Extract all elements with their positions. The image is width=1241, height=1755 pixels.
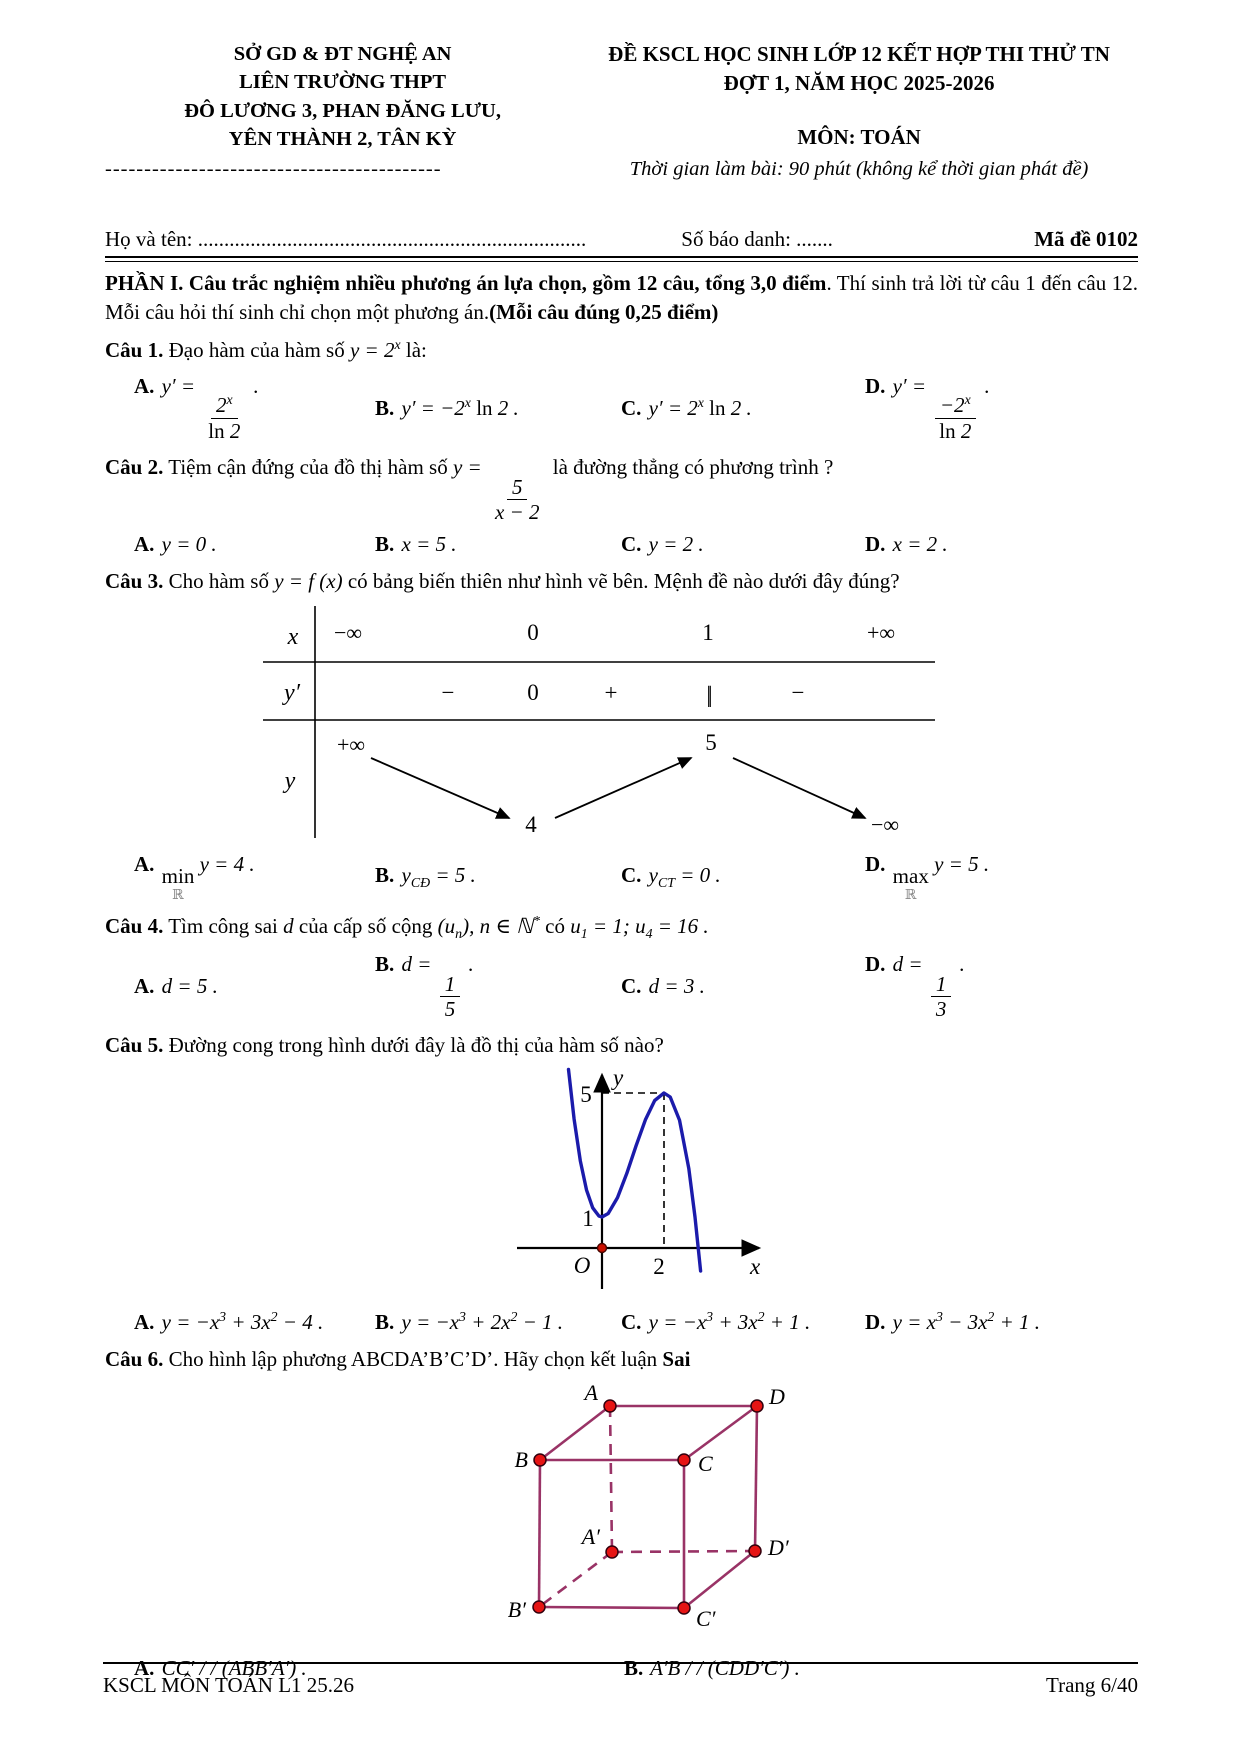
question-4-options xyxy=(105,952,1138,1021)
tick-1: 1 xyxy=(581,1205,594,1231)
vertex-label-C1: C′ xyxy=(695,1606,715,1632)
exam-time-note: Thời gian làm bài: 90 phút (không kể thời gian phát đề) xyxy=(629,157,1089,180)
student-id-field: Số báo danh: ....... xyxy=(681,227,833,252)
option-a: A. $y = -x^3 + 3x^2 - 4$ . xyxy=(134,1308,324,1334)
part1-intro: PHẦN I. Câu trắc nghiệm nhiều phương án lựa chọn, gồm 12 câu, tổng 3,0 điểm. Thí sinh trả lời từ câu 1 đến câu 12. Mỗi câu hỏi thí sinh chỉ chọn một phương án.(Mỗi câu đúng 0,25 điểm) xyxy=(105,271,1138,324)
header-dash-divider: ------------------------------------------- xyxy=(105,158,442,181)
school-line-1: SỞ GD & ĐT NGHỆ AN xyxy=(233,43,452,65)
question-2-options xyxy=(105,532,1138,557)
option-a: A. y = 0 . xyxy=(134,531,217,556)
option-a: A. CC′ / / (ABB′A′) . xyxy=(134,1656,307,1681)
option-a: A. d = 5 . xyxy=(134,974,218,999)
footer-page-number: Trang 6/40 xyxy=(1046,1673,1138,1697)
vertex-label-A: A xyxy=(584,1380,598,1406)
vertex-label-A1: A′ xyxy=(581,1524,600,1550)
option-d: D. x = 2 . xyxy=(865,531,948,556)
yprime-sign: − xyxy=(441,680,455,706)
option-a: A. y′ = $\frac{2^x}{\ln 2}$ . xyxy=(134,373,259,443)
table-row-label-y: y xyxy=(284,768,296,795)
question-3-text: Câu 3. Cho hàm số y = f (x) có bảng biến thiên như hình vẽ bên. Mệnh đề nào dưới đây đúng? xyxy=(105,568,900,593)
school-block xyxy=(105,40,580,183)
school-line-4: YÊN THÀNH 2, TÂN KỲ xyxy=(228,127,457,150)
footer-left: KSCL MÔN TOÁN L1 25.26 xyxy=(103,1673,355,1697)
origin-dot xyxy=(597,1243,606,1252)
option-b: B. x = 5 . xyxy=(375,531,457,556)
tick-5: 5 xyxy=(579,1081,592,1107)
y-limit-left: +∞ xyxy=(336,732,366,758)
option-b: B. d = $\frac{1}{5}$ . xyxy=(375,952,474,1022)
student-info-row xyxy=(105,227,1138,252)
option-b: B. $y = -x^3 + 2x^2 - 1$ . xyxy=(375,1308,564,1334)
yprime-undefined-bar: || xyxy=(706,682,710,708)
exam-title-line-1: ĐỀ KSCL HỌC SINH LỚP 12 KẾT HỢP THI THỬ TN xyxy=(608,42,1110,66)
origin-label: O xyxy=(573,1252,590,1278)
option-d: D. max ℝ y = 5 . xyxy=(865,852,990,902)
option-d: D. $y = x^3 - 3x^2 + 1$ . xyxy=(865,1308,1041,1334)
exam-title-line-2: ĐỢT 1, NĂM HỌC 2025-2026 xyxy=(723,71,995,96)
question-1-options xyxy=(105,374,1138,443)
x-axis-label: x xyxy=(749,1253,760,1279)
question-6-text: Câu 6. Cho hình lập phương ABCDA’B’C’D’. Hãy chọn kết luận Sai xyxy=(105,1346,691,1371)
option-d: D. d = $\frac{1}{3}$ . xyxy=(865,952,965,1022)
y-max-value: 5 xyxy=(705,730,717,756)
x-value: 1 xyxy=(702,620,714,646)
cube-figure xyxy=(105,1374,1138,1648)
question-3-options xyxy=(105,852,1138,901)
exam-code: Mã đề 0102 xyxy=(1034,227,1139,252)
table-row-label-yprime: y′ xyxy=(284,680,300,707)
x-value: +∞ xyxy=(866,620,896,646)
table-row-label-x: x xyxy=(287,624,299,651)
question-2 xyxy=(105,452,1138,557)
x-value: 0 xyxy=(527,620,539,646)
question-6 xyxy=(105,1344,1138,1681)
option-b: B. $y_{CĐ} = 5$ . xyxy=(375,863,476,891)
question-4-text: Câu 4. Tìm công sai d của cấp số cộng $(u_n)$, n ∈ ℕ* có $u_1 = 1$; $u_4 = 16$ . xyxy=(105,912,709,941)
yprime-sign: 0 xyxy=(527,680,539,706)
option-d: D. y′ = $\frac{-2^x}{\ln 2}$ . xyxy=(865,373,990,443)
option-c: C. $y' = 2^x$ ln 2 . xyxy=(621,395,752,421)
question-5-text: Câu 5. Đường cong trong hình dưới đây là đồ thị của hàm số nào? xyxy=(105,1033,664,1058)
school-line-2: LIÊN TRƯỜNG THPT xyxy=(239,71,447,94)
arrow-up xyxy=(555,758,691,818)
yprime-sign: − xyxy=(791,680,805,706)
function-graph xyxy=(135,1063,1138,1301)
vertex-label-D1: D′ xyxy=(767,1535,789,1561)
exam-subject: MÔN: TOÁN xyxy=(797,124,921,149)
arrow-down xyxy=(371,758,509,818)
y-min-value: 4 xyxy=(525,812,537,838)
exam-title-block xyxy=(580,40,1138,181)
arrow-down xyxy=(733,758,865,818)
student-name-field: Họ và tên: .......................................................................... xyxy=(105,227,587,252)
x-value: −∞ xyxy=(333,620,363,646)
y-axis-label: y xyxy=(612,1064,623,1090)
option-c: C. $y = -x^3 + 3x^2 + 1$ . xyxy=(621,1308,811,1334)
tick-2: 2 xyxy=(652,1253,665,1279)
cube-figure-svg xyxy=(432,1374,812,1642)
cube-solid-edges xyxy=(539,1406,757,1608)
page-footer xyxy=(103,1662,1138,1698)
vertex-label-B1: B′ xyxy=(507,1597,526,1623)
option-c: C. y = 2 . xyxy=(621,531,704,556)
option-c: C. $y_{CT} = 0$ . xyxy=(621,863,721,891)
vertex-label-D: D xyxy=(768,1384,785,1410)
vertex-label-B: B xyxy=(514,1447,528,1473)
y-limit-right: −∞ xyxy=(870,812,900,838)
question-5-options xyxy=(105,1309,1138,1335)
question-3 xyxy=(105,566,1138,902)
variation-table-svg xyxy=(263,600,943,838)
double-rule xyxy=(105,256,1138,262)
question-1-text: Câu 1. Đạo hàm của hàm số $y = 2^x$ là: xyxy=(105,337,427,363)
question-2-text: Câu 2. Tiệm cận đứng của đồ thị hàm số y = $\frac{5}{x - 2}$ là đường thẳng có phương trình ? xyxy=(105,454,834,524)
vertex-label-C: C xyxy=(697,1451,713,1477)
variation-table xyxy=(263,600,1138,844)
question-5 xyxy=(105,1030,1138,1334)
option-b: B. A′B / / (CDD′C′) . xyxy=(624,1656,800,1681)
header xyxy=(105,40,1138,183)
option-a: A. min ℝ y = 4 . xyxy=(134,852,255,902)
function-graph-svg xyxy=(487,1063,787,1295)
option-b: B. $y' = -2^x$ ln 2 . xyxy=(375,395,519,421)
question-4 xyxy=(105,911,1138,1022)
question-1 xyxy=(105,335,1138,443)
cube-vertices xyxy=(533,1400,763,1614)
yprime-sign: + xyxy=(604,680,618,706)
option-c: C. d = 3 . xyxy=(621,974,705,999)
school-line-3: ĐÔ LƯƠNG 3, PHAN ĐĂNG LƯU, xyxy=(184,99,501,122)
